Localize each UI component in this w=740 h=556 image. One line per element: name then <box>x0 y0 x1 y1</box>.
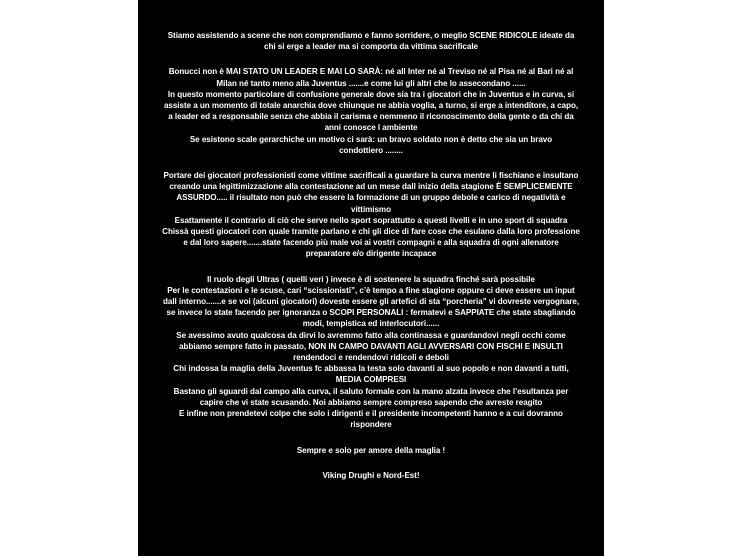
text-line: se invece lo state facendo per ignoranza o SCOPI PERSONALI : fermatevi e SAPPIATE che state sbagliando <box>166 308 576 318</box>
text-line: Bastano gli sguardi dal campo alla curva, il saluto formale con la mano alzata invece che l’esultanza per <box>173 386 569 396</box>
text-line: ASSURDO..... il risultato non può che essere la formazione di un gruppo debole e carico di negatività e <box>176 193 566 203</box>
paragraph-closing <box>140 445 602 456</box>
paragraph-intro <box>140 30 602 52</box>
text-line: Stiamo assistendo a scene che non comprendiamo e fanno sorridere, o meglio SCENE RIDICOLE ideate da <box>167 31 575 40</box>
text-line: Per le contestazioni e le scuse, cari “scissionisti”, c’è tempo a fine stagione oppure ci deve essere un input <box>167 285 575 295</box>
text-line: Viking Drughi e Nord-Est! <box>322 470 420 480</box>
text-line: Chissà questi giocatori con quale tramite parlano e chi gli dice di fare cose che esulano dalla loro professione <box>162 227 580 237</box>
text-line: a leader ed a responsabile senza che abbia il carisma e nemmeno il riconoscimento della gente o da chi da <box>168 112 574 122</box>
text-line: vittimismo <box>351 204 391 214</box>
text-line: condottiero ........ <box>339 145 403 155</box>
statement-panel <box>138 0 604 556</box>
text-line: Il ruolo degli Ultras ( quelli veri ) invece è di sostenere la squadra finché sarà possibile <box>207 274 535 284</box>
text-line: capire che vi state scusando. Noi abbiamo sempre compreso sapendo che avreste reagito <box>199 397 543 407</box>
text-line: Milan né tanto meno alla Juventus .......e come lui gli altri che lo assecondano ...... <box>216 78 526 88</box>
text-line: assiste a un momento di totale anarchia dove chiunque ne abbia voglia, a turno, si erge a intenditore, a capo, <box>163 101 579 111</box>
signature-line <box>140 470 602 481</box>
text-line: preparatore e/o dirigente incapace <box>305 249 437 259</box>
text-line: abbiamo sempre fatto in passato, NON IN CAMPO DAVANTI AGLI AVVERSARI CON FISCHI E INSULTI <box>179 341 563 351</box>
text-line: MEDIA COMPRESI <box>335 375 407 385</box>
text-line: In questo momento particolare di confusione generale dove sia tra i giocatori che in Juventus e in curva, si <box>167 89 575 99</box>
text-line: Se avessimo avuto qualcosa da dirvi lo avremmo fatto alla continassa e guardandovi negli occhi come <box>176 330 566 340</box>
text-line: Sempre e solo per amore della maglia ! <box>296 445 446 455</box>
text-line: modi, tempistica ed interlocutori...... <box>302 319 440 329</box>
paragraph-players <box>140 170 602 260</box>
text-line: Chi indossa la maglia della Juventus fc abbassa la testa solo davanti al suo popolo e non davanti a tutti, <box>173 364 569 374</box>
text-line: Se esistono scale gerarchiche un motivo ci sarà: un bravo soldato non è detto che sia un bravo <box>189 134 553 144</box>
paragraph-bonucci <box>140 66 602 156</box>
text-line: dall interno.......e se voi (alcuni giocatori) doveste essere gli artefici di sta “porcheria” vi dovreste vergognare, <box>162 297 580 307</box>
text-line: E infine non prendetevi colpe che solo i dirigenti e il presidente incompetenti hanno e a cui dovranno <box>179 409 563 419</box>
paragraph-ultras <box>140 274 602 431</box>
text-line: rispondere <box>350 420 392 430</box>
text-line: Esattamente il contrario di ciò che serve nello sport soprattutto a questi livelli e in uno sport di squadra <box>174 215 568 225</box>
text-line: Bonucci non è MAI STATO UN LEADER E MAI LO SARÀ: né all Inter né al Treviso né al Pisa né al Bari né al <box>168 67 574 77</box>
text-line: Portare dei giocatori professionisti come vittime sacrificali a guardare la curva mentre li fischiano e insultano <box>163 171 579 181</box>
text-line: creando una legittimizzazione alla contestazione ad un mese dall inizio della stagione È SEMPLICEMENTE <box>169 182 573 192</box>
text-line: rendendoci e rendendovi ridicoli e deboli <box>293 353 449 363</box>
text-line: chi si erge a leader ma si comporta da vittima sacrificale <box>264 42 478 52</box>
text-line: anni conosce l ambiente <box>324 123 418 133</box>
text-line: e dal loro sapere.......state facendo più male voi ai vostri compagni e alla squadra di ogni allenatore <box>183 238 559 248</box>
